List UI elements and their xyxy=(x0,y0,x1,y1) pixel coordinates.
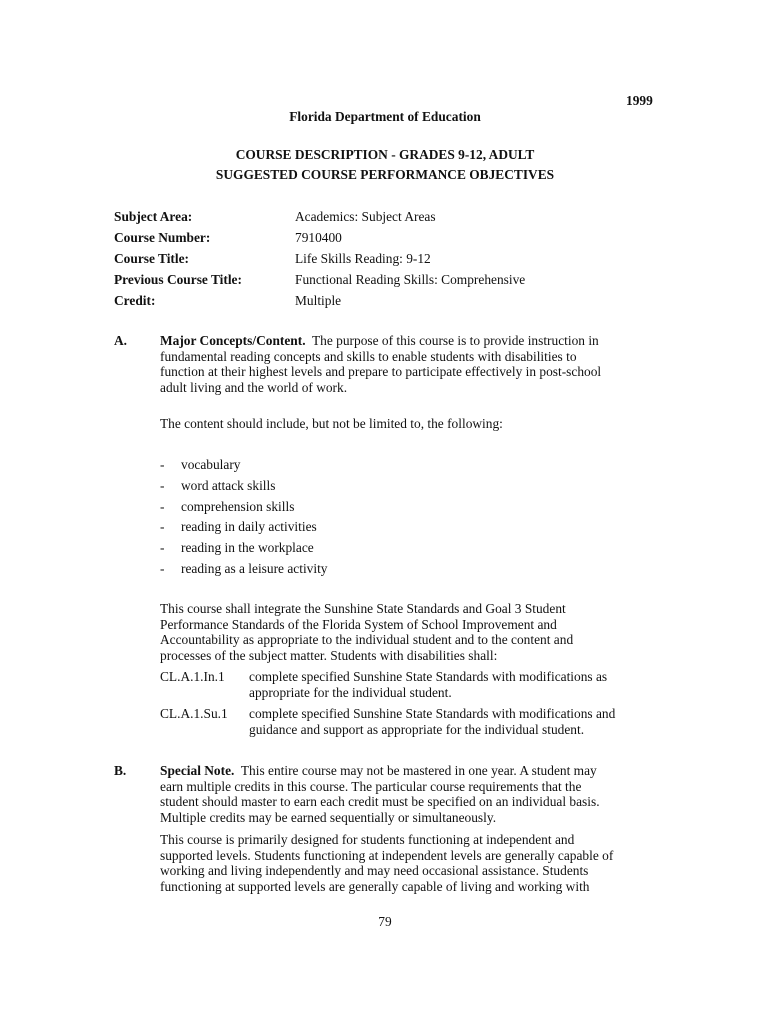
standard-code: CL.A.1.Su.1 xyxy=(160,706,228,721)
design-line: supported levels. Students functioning at independent levels are generally capable of xyxy=(160,847,614,863)
list-dash: - xyxy=(160,519,165,535)
list-item-text: word attack skills xyxy=(181,477,276,493)
section-b-heading: Special Note. xyxy=(160,763,235,778)
list-item-text: vocabulary xyxy=(181,457,241,472)
section-a-intro-text: The purpose of this course is to provide instruction in xyxy=(305,333,599,348)
department-name: Florida Department of Education xyxy=(289,109,481,124)
section-a-intro-line-3: function at their highest levels and prepare to participate effectively in post-school xyxy=(160,364,602,379)
list-dash: - xyxy=(160,498,165,514)
list-dash: - xyxy=(160,540,165,556)
special-note-line-1 xyxy=(160,763,660,779)
integrate-line: processes of the subject matter. Students with disabilities shall: xyxy=(160,647,498,663)
integrate-line: Performance Standards of the Florida System of School Improvement and xyxy=(160,616,557,632)
special-note-paragraph xyxy=(160,763,660,825)
info-label: Course Title: xyxy=(114,251,190,266)
design-paragraph xyxy=(160,832,660,894)
section-a-intro xyxy=(160,333,660,395)
info-label: Credit: xyxy=(114,293,156,308)
standard-code-text xyxy=(249,669,607,700)
standard-code-line: guidance and support as appropriate for the individual student. xyxy=(249,721,585,737)
special-note-line: earn multiple credits in this course. The particular course requirements that the xyxy=(160,778,582,794)
integrate-paragraph xyxy=(160,601,660,663)
integrate-line: This course shall integrate the Sunshine State Standards and Goal 3 Student xyxy=(160,601,566,616)
design-line: This course is primarily designed for students functioning at independent and xyxy=(160,832,575,847)
standard-code: CL.A.1.In.1 xyxy=(160,669,225,684)
list-item-text: reading in daily activities xyxy=(181,519,317,535)
info-label: Subject Area: xyxy=(114,209,193,224)
page-number: 79 xyxy=(378,914,392,929)
list-item-text: comprehension skills xyxy=(181,498,295,514)
info-value: 7910400 xyxy=(295,230,342,245)
info-value: Multiple xyxy=(295,293,342,308)
section-a-heading: Major Concepts/Content. xyxy=(160,333,306,348)
design-line: functioning at supported levels are generally capable of living and working with xyxy=(160,878,590,894)
standard-code-line: complete specified Sunshine State Standards with modifications and xyxy=(249,706,616,721)
info-label: Previous Course Title: xyxy=(114,272,242,287)
content-intro xyxy=(160,416,660,432)
section-a-intro-line-1 xyxy=(160,333,660,349)
info-label: Course Number: xyxy=(114,230,211,245)
section-b-letter: B. xyxy=(114,763,127,778)
integrate-line: Accountability as appropriate to the individual student and to the content and xyxy=(160,632,574,647)
section-a-intro-line-2: fundamental reading concepts and skills to enable students with disabilities to xyxy=(160,348,577,364)
section-a-letter: A. xyxy=(114,333,128,348)
list-item-text: reading as a leisure activity xyxy=(181,560,328,576)
document-title-line-1: COURSE DESCRIPTION - GRADES 9-12, ADULT xyxy=(235,147,535,162)
list-dash: - xyxy=(160,477,165,493)
info-value: Life Skills Reading: 9-12 xyxy=(295,251,431,266)
special-note-line: student should master to earn each credit must be specified on an individual basis. xyxy=(160,794,600,809)
special-note-text: This entire course may not be mastered in one year. A student may xyxy=(234,763,597,778)
standard-code-line: complete specified Sunshine State Standards with modifications as xyxy=(249,669,608,684)
standard-code-text xyxy=(249,706,615,737)
list-dash: - xyxy=(160,560,165,576)
document-year: 1999 xyxy=(626,93,653,108)
content-intro-text: The content should include, but not be limited to, the following: xyxy=(160,416,503,431)
standard-code-line: appropriate for the individual student. xyxy=(249,684,452,700)
document-title-line-2: SUGGESTED COURSE PERFORMANCE OBJECTIVES xyxy=(215,167,555,182)
info-value: Academics: Subject Areas xyxy=(295,209,436,224)
list-item-text: reading in the workplace xyxy=(181,540,314,556)
info-value: Functional Reading Skills: Comprehensive xyxy=(295,272,526,287)
design-line: working and living independently and may need occasional assistance. Students xyxy=(160,863,589,878)
section-a-intro-line-4: adult living and the world of work. xyxy=(160,379,348,395)
list-dash: - xyxy=(160,457,165,472)
special-note-line: Multiple credits may be earned sequentially or simultaneously. xyxy=(160,809,497,825)
